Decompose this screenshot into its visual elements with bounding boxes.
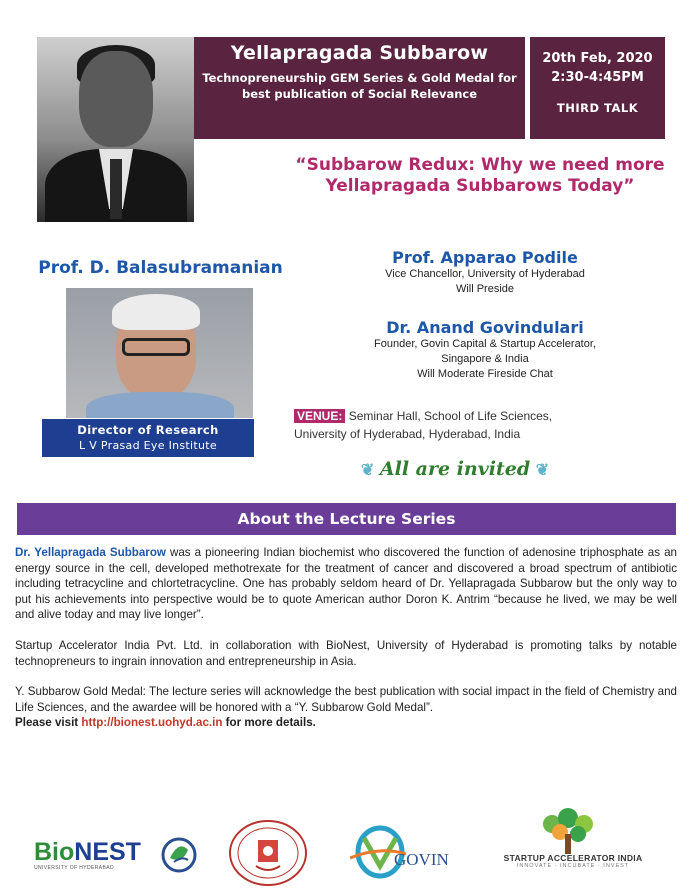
paragraph-startup: Startup Accelerator India Pvt. Ltd. in collaboration with BioNest, University of Hyderabad is promoting talks by notable technopreneurs to ingrain innovation and entrepreneurship in Asia. [15, 638, 677, 668]
lecture-description [15, 545, 677, 731]
moderator-position: Founder, Govin Capital & Startup Accelerator, [374, 338, 596, 350]
date-box [530, 37, 665, 139]
moderator-block [300, 318, 670, 382]
invitation-text: All are invited [379, 458, 531, 480]
tree-icon [532, 808, 604, 854]
talk-title: “Subbarow Redux: Why we need more Yellapragada Subbarows Today” [295, 155, 665, 196]
venue-label: VENUE: [294, 409, 345, 423]
speaker-role-box [42, 419, 254, 457]
moderator-role: Will Moderate Fireside Chat [417, 368, 553, 380]
moderator-name: Dr. Anand Govindulari [386, 318, 584, 337]
invitation [310, 458, 600, 480]
presider-position: Vice Chancellor, University of Hyderabad [385, 268, 585, 280]
logos-row [0, 808, 692, 888]
speaker-name: Prof. D. Balasubramanian [38, 258, 283, 278]
bionest-link[interactable]: http://bionest.uohyd.ac.in [81, 716, 223, 730]
sai-name: STARTUP ACCELERATOR INDIA [503, 853, 643, 863]
moderator-location: Singapore & India [441, 353, 529, 365]
presider-role: Will Preside [455, 283, 515, 295]
govin-text: GOVIN [394, 850, 449, 869]
bionest-nest: NEST [74, 838, 141, 866]
university-of-hyderabad-seal-icon [226, 818, 310, 888]
visit-suffix: for more details. [222, 716, 316, 730]
bionest-bio: Bio [34, 838, 75, 866]
sai-tagline: INNOVATE · INCUBATE · INVEST [516, 863, 630, 869]
startup-accelerator-logo [483, 853, 663, 869]
presider-name: Prof. Apparao Podile [392, 248, 578, 267]
flourish-right-icon: ❦ [530, 460, 550, 479]
visit-prefix: Please visit [15, 716, 82, 730]
subbarow-portrait-photo [37, 37, 194, 222]
bionest-logo [34, 838, 141, 871]
bionest-sub: UNIVERSITY OF HYDERABAD [34, 865, 114, 871]
banner-name: Yellapragada Subbarow [230, 42, 489, 64]
visit-line [15, 715, 677, 731]
section-title: About the Lecture Series [17, 503, 676, 535]
subbarow-highlight: Dr. Yellapragada Subbarow [15, 546, 166, 559]
venue-block [294, 407, 674, 443]
govin-logo [350, 818, 449, 886]
paragraph-subbarow [15, 545, 677, 623]
bionest-leaf-icon [158, 836, 200, 874]
speaker-role: Director of Research [77, 423, 219, 437]
venue-line1: Seminar Hall, School of Life Sciences, [348, 409, 553, 423]
venue-line2: University of Hyderabad, Hyderabad, India [294, 427, 521, 441]
talk-number: THIRD TALK [556, 101, 639, 115]
presider-block [300, 248, 670, 297]
title-banner [194, 37, 525, 139]
paragraph-1-text: was a pioneering Indian biochemist who discovered the function of adenosine triphosphate as an energy source in the cell, developed methotrexate for the treatment of cancer and discovered a broad spectrum of antibiotic including tetracycline and chlortetracycline. One has probably seldom heard of Dr. Yellapragada Subbarow but the only way to put his achievements into perspective would be to quote American author Doron K. Antrim “because he lived, we may be well and alive today and may live longer”. [15, 546, 677, 622]
paragraph-gold-medal: Y. Subbarow Gold Medal: The lecture series will acknowledge the best publication with social impact in the field of Chemistry and Life Sciences, and the awardee will be honored with a “Y. Subbarow Gold Medal”. [15, 685, 677, 714]
banner-series: Technopreneurship GEM Series & Gold Medal for best publication of Social Relevance [202, 71, 517, 101]
speaker-photo [66, 288, 253, 418]
event-time: 2:30-4:45PM [551, 70, 644, 85]
flourish-left-icon: ❦ [360, 460, 380, 479]
speaker-institute: L V Prasad Eye Institute [79, 439, 217, 452]
event-date: 20th Feb, 2020 [542, 51, 653, 66]
